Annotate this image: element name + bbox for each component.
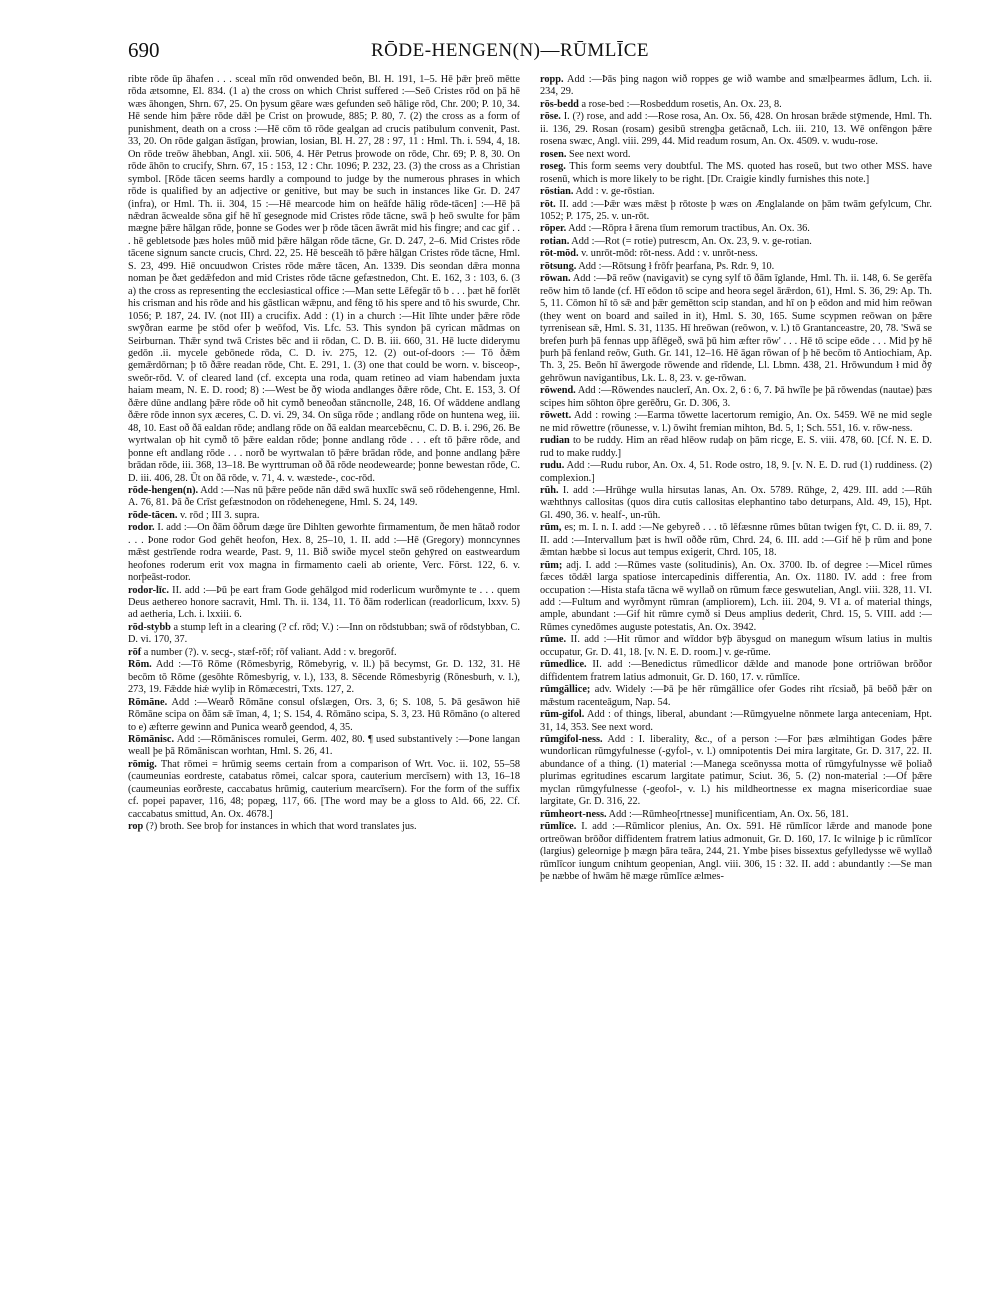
page-header — [128, 28, 892, 68]
entry-headword: rūmgāllice; — [540, 684, 591, 696]
dictionary-entry — [540, 186, 932, 198]
entry-headword: Rōmāne. — [128, 696, 168, 708]
entry-text: I. (?) rose, and add :—Rose rosa, An. Ox. 56, 428. On hrosan brǣde stȳmende, Hml. Th. ii. 136, 29. Rosan (rosam) gesibū strengþa getācnað, Lch. iii. 210, 13. Wē onfēngon þǣre rosena swæc, Angl. viii. 299, 44. Mid readum rosum, An. Ox. 4509. v. wudu-rose. — [540, 111, 932, 148]
entry-headword: rōstian. — [540, 186, 574, 198]
dictionary-entry — [540, 273, 932, 385]
entry-headword: roseg. — [540, 161, 566, 173]
dictionary-entry — [540, 821, 932, 883]
entry-headword: rūh. — [540, 484, 559, 496]
entry-text: Add :—Rūmheo[rtnesse] munificentiam, An. Ox. 56, 181. — [606, 808, 849, 820]
page-number: 690 — [128, 38, 160, 62]
entry-headword: rosen. — [540, 148, 567, 160]
entry-text: This form seems very doubtful. The MS. quoted has roseū, but two other MSS. have rosenū, which is more likely to be right. [Dr. Craigie kindly furnishes this note.] — [540, 161, 932, 185]
entry-text: adj. I. add :—Rūmes vaste (solitudinis), An. Ox. 3700. Ib. of degree :—Micel rūmes fæces tōdǣl larga spatiose intercapedinis differentia, An. Ox. 1180. IV. add : free from occupation :—Hista stafa tācna wē wyllað on rūmum fæce geswutelian, Angl. viii. 328, 11. VI. add :—Fultum and wyrðmynt rūmran (ampliorem), Lch. iii. 204, 9. VI a. of material things, ample, abundant :—Gif hit rūmre cymð si Deus amplius dederit, Chrd. 15, 5. VIII. add :— Rūmes cynedōmes auguste potestatis, An. Ox. 3942. — [540, 559, 932, 633]
entry-text: Add :—Rot (= rotie) putrescm, An. Ox. 23, 9. v. ge-rotian. — [569, 235, 812, 247]
entry-text: Add : of things, liberal, abundant :—Rūmgyuelne nōnmete larga anteceniam, Hpt. 31, 14, 353. See next word. — [540, 709, 932, 733]
entry-text: adv. Widely :—Þā þe hēr rūmgāllice ofer Godes riht rīcsiað, þā beōð þǣr on mǣstum racenteāgum, Nap. 54. — [540, 684, 932, 708]
entry-text: Add :—Þās þing nagon wið roppes ge wið wambe and smælþearmes ādlum, Lch. ii. 234, 29. — [540, 74, 932, 98]
dictionary-entry — [128, 659, 520, 696]
dictionary-entry — [540, 223, 932, 235]
dictionary-entry — [540, 485, 932, 522]
entry-headword: rudu. — [540, 460, 565, 472]
entry-headword: rōd-stybb — [128, 621, 171, 633]
entry-text: II. add :—Hit rūmor and wīddor bȳþ ābysgud on manegum wīsum latius in multis occupatur, Gr. D. 41, 18. [v. N. E. D. room.] v. ge-rūme. — [540, 634, 932, 658]
dictionary-entry — [540, 709, 932, 734]
entry-headword: rōwett. — [540, 410, 572, 422]
entry-headword: Rōmānisc. — [128, 734, 175, 746]
dictionary-entry — [540, 199, 932, 224]
dictionary-entry — [540, 236, 932, 248]
dictionary-entry — [540, 385, 932, 410]
dictionary-entry — [540, 734, 932, 809]
dictionary-entry — [128, 734, 520, 759]
entry-text: Add :—Rōmānisces romulei, Germ. 402, 80. ¶ used substantively :—Þone langan weall þe þā Rōmāniscan worhtan, Hml. S. 26, 41. — [128, 734, 520, 758]
dictionary-entry — [540, 809, 932, 821]
dictionary-entry — [128, 821, 520, 833]
entry-headword: rōt. — [540, 198, 556, 210]
right-column — [540, 74, 932, 1279]
entry-headword: rōwan. — [540, 273, 571, 285]
entry-text: Add :—Rōtsung ł frōfr þearfana, Ps. Rdr. 9, 10. — [576, 260, 775, 272]
entry-text: v. unrōt-mōd: rōt-ness. Add : v. unrōt-ness. — [578, 248, 758, 260]
dictionary-entry — [128, 585, 520, 622]
entry-headword: rūmheort-ness. — [540, 808, 607, 820]
entry-text: I. add :—Hrūhge wulla hirsutas lanas, An. Ox. 5789. Rūhge, 2, 429. III. add :—Rūh wæhthnys callositas (quos dira cutis callositas elephantino tabo deturpans, Ald. 49, 15), Hpt. Gl. 490, 36. v. healf-, un-rūh. — [540, 484, 932, 521]
dictionary-entry — [540, 161, 932, 186]
dictionary-entry — [128, 510, 520, 522]
entry-headword: rūmlīce. — [540, 821, 577, 833]
entry-text: Add :—Rudu rubor, An. Ox. 4, 51. Rode ostro, 18, 9. [v. N. E. D. rud (1) ruddiness. (2) complexion.] — [540, 460, 932, 484]
dictionary-entry — [540, 74, 932, 99]
entry-headword: rop — [128, 821, 144, 833]
entry-headword: rūm-gifol. — [540, 709, 585, 721]
entry-headword: rudian — [540, 435, 570, 447]
dictionary-entry — [540, 560, 932, 635]
dictionary-entry — [540, 261, 932, 273]
dictionary-entry — [128, 74, 520, 485]
entry-text: I. add :—Rūmlicor plenius, An. Ox. 591. Hē rūmlīcor lǣrde and manode þone ortreōwan brōðor diffidentem fratrem latius admonuit, Gr. D. 160, 17. Ic wilnige þ ic rūmlīcor (largius) geleornige þ mægn þāra teāra, 244, 21. Ymbe þises bissextus gefylledysse wē wyllað rūmlīcor iungum cnihtum geopenian, Angl. viii. 306, 15 : 32. II. add : abundantly :—Se man þe næbbe of hwām hē mæge rūmlīce ælmes- — [540, 821, 932, 882]
dictionary-entry — [128, 647, 520, 659]
dictionary-entry — [540, 99, 932, 111]
dictionary-entry — [540, 435, 932, 460]
entry-text: es; m. I. n. I. add :—Ne gebyreð . . . tō lēfæsnne rūmes būtan twigen fȳt, C. D. ii. 89, 7. II. add :—Intervallum þæt is hwīl oððe rūm, Chrd. 24, 6. III. add :—Gif hē þ rūm and þone ǣmtan hæbbe si locus aut tempus exigerit, Chrd. 105, 18. — [540, 522, 932, 559]
dictionary-entry — [128, 759, 520, 821]
dictionary-entry — [540, 684, 932, 709]
entry-headword: rūme. — [540, 634, 567, 646]
entry-headword: rōmig. — [128, 758, 157, 770]
entry-text: Add :—Nas nū þǣre peōde nān dǣd swā huxlīc swā seō rōdehengenne, Hml. A. 76, 81. Þā ðe Crīst gefæstnodon on rōdehenegene, Hml. S. 24, 149. — [128, 484, 520, 509]
entry-text: Add :—Þā reōw (navigavit) se cyng sylf tō ðām īglande, Hml. Th. ii. 148, 6. Se gerēfa reōw him tō lande (cf. Hī eōdon tō scipe and heora segel ārǣrdon, 61), Hml. S. 36, 29: Ap. Th. 5, 11. Cōmon hī tō sǣ and þǣr gemētton scip standan, and hī on þ eōdon and mid him reōwan (they went on board and sailed in it), Hml. S. 30, 165. Sume scypmen reōwan on þǣre tyrrenisean sǣ, Hml. S. 31, 1135. Hī hreōwan (reōwon, v. l.) tō Grantanceastre, 20, 78. 'Swā se brefen þurh þā fennas upp āflēgeð, swā þū him æfter rōw' . . . Hē tō scipe eōde . . . Mid þȳ hē þurh þā fenland reōw, Guth. Gr. 141, 12–16. Hē āgan rōwan of þ hē becōm tō Antiochiam, Ap. Th. 3, 25. Beōn hī āwergode rōwende and rīdende, Ll. Lbmn. 438, 21. Hrōwundum ł mid ðȳ gehrōwun navigantibus, Lk. L. 8, 23. v. ge-rōwan. — [540, 273, 932, 384]
entry-headword: rōt-mōd. — [540, 248, 579, 260]
dictionary-entry — [540, 634, 932, 659]
entry-text: Add : rowing :—Earma tōwette lacertorum remigio, An. Ox. 5459. Wē ne mid segle ne mid rōwettre (rōunesse, v. l.) ōwiht fremian mihton, Bd. 5, 1; Sch. 551, 16. v. rōw-ness. — [540, 410, 932, 434]
dictionary-entry — [540, 111, 932, 148]
entry-text: a rose-bed :—Rosbeddum rosetis, An. Ox. 23, 8. — [578, 98, 782, 110]
entry-text: a stump left in a clearing (? cf. rōd; V.) :—Inn on rōdstubban; swā of rōdstybban, C. D. vi. 170, 37. — [128, 621, 520, 646]
entry-text: Add : v. ge-rōstian. — [573, 186, 655, 198]
running-title: RŌDE-HENGEN(N)—RŪMLĪCE — [370, 40, 650, 61]
entry-text: II. add :—Þū þe eart fram Gode gehālgod mid roderlicum wurðmynte te . . . quem Deus aethereo honore sacravit, Hml. Th. ii. 134, 11. Tō ðām roderlican (readorlicum, lxxv. 5) ad aetheria, Lch. i. lxxiii. 6. — [128, 584, 520, 621]
entry-headword: rūm; — [540, 559, 563, 571]
entry-headword: rōde-tācen. — [128, 509, 178, 521]
entry-text: II. add :—Benedictus rūmedlicor dǣlde and manode þone ortriōwan brōðor diffidentem fratrem latius admonuit, Gr. D. 160, 17. v. rūmlīce. — [540, 659, 932, 683]
entry-text: Add :—Wearð Rōmāne consul ofslægen, Ors. 3, 6; S. 108, 5. Þā gesāwon hiē Rōmāne scipa on ðām sǣ īman, 4, 1; S. 154, 4. Rōmāno scipa, S. 3, 23. Hū Rōmāno (o altered to e) æfterre gewinn and Punica wearð geendod, 4, 35. — [128, 696, 520, 733]
entry-headword: rōde-hengen(n). — [128, 484, 199, 496]
entry-text: I. add :—On ðām ōðrum dæge ūre Dihlten geworhte firmamentum, ðe men hātað rodor . . . Þone rodor God gehēt heofon, Hex. 8, 25–10, 1. II. add :—Hē (Gregory) monncynnes mǣst gestrīende rodra wearde, Past. 9, 11. Bið swiðe mycel steōn gehȳred on eastweardum heofones roderum erit vox magna in firmamento caeli ab oriente, Verc. Först. 122, 6. v. norþeāst-rodor. — [128, 522, 520, 584]
dictionary-entry — [540, 410, 932, 435]
entry-text: II. add :—Þǣr wæs mǣst þ rōtoste þ wæs on Ænglalande on þām twām gefylcum, Chr. 1052; P. 175, 25. v. un-rōt. — [540, 198, 932, 222]
entry-text: ribte rōde ūp āhafen . . . sceal mīn rōd onwended beōn, Bl. H. 191, 1–5. Hē þǣr þreō mētte rōda ætsomne, El. 834. (1 a) the cross on which Christ suffered :—Seō Cristes rōd on þā hē wæs āhongen, Shrn. 67, 25. On þysum gēare wæs gefunden seō hālige rōd, Chr. 200; P. 10, 34. Hē sende him þǣre rōde dǣl þe Crist on þrowude, 885; P. 80, 7. (2) the cross as a form of punishment, death on a cross :—Hē cōm tō rōde gealgan ad crucis patibulum convenit, Past. 33, 20. On rōde galgan āstīgan, þrowian, losian, Bl. H. 27, 28 : 97, 11 : Hml. Th. i. 594, 4, 18. On rōde treōw āhebban, Angl. xii. 506, 4. Hēr Petrus þrowode on rōde, Chr. 69; P. 8, 30. On rōde āhōn to crucify, Shrn. 67, 15 : 153, 12 : Chr. 1096; P. 232, 23. (3) the cross as a Christian symbol. [Rōde tācen seems hardly a compound to judge by the numerous phrases in which rōde is qualified by an adjective or genitive, but may be such in instances like Gr. D. 247 (infra), or Hml. Th. ii. 304, 15 :—Hē mearcode him on heāfde hālig rōde-tācen] :—Hē þā nǣdran ācwealde sōna gif hē hī gesegnode mid Cristes rōde tācne, swā þ heō swulte for þām mægne þǣre hālgan rōde, þonne se Godes wer þ rōde tācen āwrāt mid his fingre; and cac gif . . . hē gebletsode þæs holes mūð mid þǣre hālgan rōde tācne, Gr. D. 247, 2–6. Mid Cristes rōde tācene signum sancte crucis, Chrd. 22, 25. Hē besceāh tō þǣre hālgan Cristes rōde tācne, Hml. S. 23, 499. Hiē oncuudwon Cristes rōde mǣre tācen, An. 1339. Dis seondan dǣra monna noman þe ðæt gedǣfedon and mid Cristes rōde tācne gefæstnedon, Cht. E. 162, 3 : 103, 6. (3 a) the cross as representing the ecclesiastical office :—Man sette Lēfegār tō b . . . þæt hē forlēt his crisman and his rōde and his gāstlican wǣpnu, and fēng tō his spere and tō his swurde, Chr. 1056; P. 187, 24. IV. (not III) a crucifix. Add : (1) in a church :—Hit līhte under þǣre rōde swȳðran earme þe stōd ofer þ weōfod, Vis. Lfc. 53. This syndon þā cyrican mādmas on Seirburnan. Thǣr synd twā Cristes bēc and ii rōdan, C. D. B. iii. 660, 31. Hē lucte diderymu gedōn .ii. mycele gebōnede rōda, C. D. iv. 275, 12. (2) out-of-doors :— Tō ðǣm gemǣrdōrnan; þ tō ðǣre readan rōde, Cht. E. 291, 1. (3) one that could be worn. v. bisceop-, sweōr-rōd. V. of cleared land (cf. excepta una roda, quam retineo ad viam habendam juxta haiam meam, N. E. D. rood; 8) :—West be ðȳ wioda andlanges ðǣre rōde, Cht. E. 153, 3. Of ðǣre dūne andlang þǣre rōde oð hit cymð beneoðan stāncnolle, 248, 16. Of wāddene andlang ðǣre rōde innon syx æceres, C. D. vi. 29, 34. On sūga rōde ; andlang rōde on huntena weg, iii. 48, 10. East oð ðā ealdan rōde; andlang rōde on ðā ealdan mearcebēcnu, C. D. B. i. 296, 26. Be wyrtwalan oþ hit cymð tō þǣre ealdan rōde; þonne andlang rōde . . . eft tō þǣre rōde, and þonne eft andlang rōde . . . norð be wyrtwalan tō þǣre brādan rōde, and þonne andlang þǣre brādan rōde, iii. 368, 13–18. Be wyrttruman oð ðā rōde neodewearde; þonne bewestan rōde, C. D. iii. 406, 28. Ūt on ðā rōde, v. 71, 4. v. wæstede-, coc-rōd. — [128, 74, 520, 484]
dictionary-entry — [540, 149, 932, 161]
entry-text: v. rōd ; III 3. supra. — [177, 509, 260, 521]
entry-text: Add : I. liberality, &c., of a person :—For þæs ælmihtigan Godes þǣre wundorlican rūmgyfulnesse (-gyfol-, v. l.) omnipotentis Dei mira largitate, Gr. D. 317, 22. II. abundance of a thing. (1) material :—Manega sceōnyssa motta of rūmgyfulnysse wē þoliað plurimas egritudines escarum largitate patimur, Sciut. 36, 5. (2) non-material :—Of þǣre myclan rūmgyfulnesse (-geofol-, v. l.) his mildheortnesse ex magna misericordiae suae largitate, Gr. D. 316, 22. — [540, 734, 932, 808]
entry-headword: rodor-līc. — [128, 584, 169, 596]
entry-headword: rōper. — [540, 223, 567, 235]
entry-text: a number (?). v. secg-, stæf-rōf; rōf valiant. Add : v. bregorōf. — [141, 646, 397, 658]
entry-text: Add :—Tō Rōme (Rōmesbyrig, Rōmebyrig, v. ll.) þā becymst, Gr. D. 132, 31. Hē becōm tō Rōme (gesōhte Rōmesbyrig, v. l.), 133, 8. Sēcende Rōmesbyrig (Rōnesburh, v. l.), 273, 19. Fǣdde hiǽ wyliþ in Rōmæcestri, Txts. 127, 2. — [128, 659, 520, 696]
entry-text: to be ruddy. Him an rēad hlēow rudaþ on þām ricge, E. S. viii. 478, 60. [Cf. N. E. D. rud to make ruddy.] — [540, 435, 932, 459]
entry-text: Add :—Rōpra ł ārena tīum remorum tractibus, An. Ox. 36. — [566, 223, 810, 235]
dictionary-entry — [540, 460, 932, 485]
entry-headword: rōs-bedd — [540, 98, 579, 110]
entry-headword: rotian. — [540, 235, 570, 247]
entry-headword: rodor. — [128, 522, 155, 534]
entry-headword: rūmgifol-ness. — [540, 734, 603, 746]
entry-text: Add :—Rōwendes nauclerī, An. Ox. 2, 6 : 6, 7. Þā hwīle þe þā rōwendas (nautae) þæs scipes him sōhton ōþre gerēðru, Gr. D. 306, 3. — [540, 385, 932, 409]
entry-headword: ropp. — [540, 74, 564, 85]
entry-headword: rōwend. — [540, 385, 576, 397]
dictionary-entry — [540, 659, 932, 684]
entry-headword: rūm, — [540, 522, 562, 534]
entry-headword: rōtsung. — [540, 260, 577, 272]
dictionary-entry — [128, 622, 520, 647]
entry-headword: rōf — [128, 646, 142, 658]
entry-headword: Rōm. — [128, 659, 152, 671]
entry-headword: rōse. — [540, 111, 561, 123]
dictionary-entry — [540, 522, 932, 559]
entry-text: See next word. — [566, 148, 631, 160]
dictionary-entry — [128, 697, 520, 734]
dictionary-entry — [540, 248, 932, 260]
dictionary-entry — [128, 522, 520, 584]
dictionary-entry — [128, 485, 520, 510]
entry-text: That rōmei = hrūmig seems certain from a comparison of Wrt. Voc. ii. 102, 55–58 (caumeunias eordreste, catabatus rōmei, calcar spora, cauterium mercīsern) with 13, 16–18 (caumeunias eorðreste, caccabatus hrūmig, cauterium mearcīsern). For the form of the suffix cf. popei papaver, 116, 48; popæg, 117, 66. [The word may be a gloss to Ald. 66, 22. Cf. caccabatus smittud, An. Ox. 4678.] — [128, 758, 520, 820]
entry-headword: rūmedlice. — [540, 659, 587, 671]
left-column — [128, 74, 520, 1279]
entry-text: (?) broth. See broþ for instances in which that word translates jus. — [143, 821, 417, 833]
